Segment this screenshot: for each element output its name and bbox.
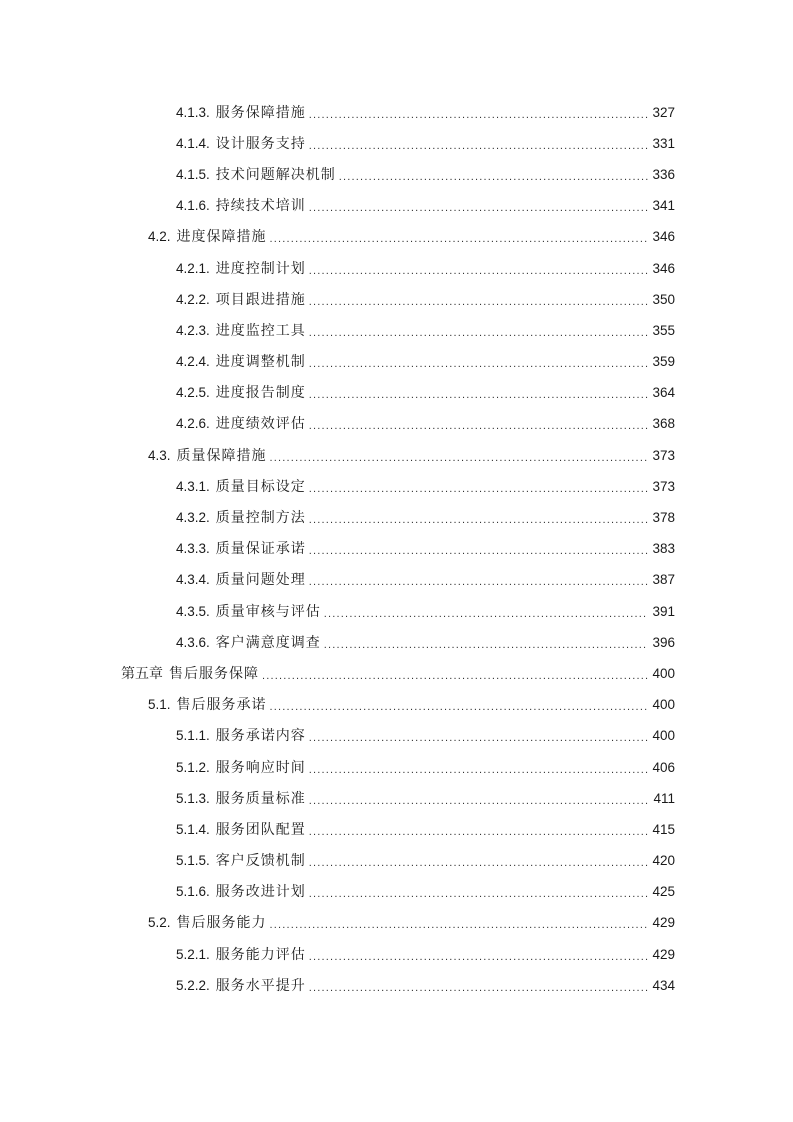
toc-entry-4-2-3[interactable] xyxy=(0,315,675,346)
toc-entry-title: 设计服务支持 xyxy=(215,135,306,152)
toc-entry-title: 服务质量标准 xyxy=(215,790,306,807)
toc-dot-leader xyxy=(270,915,648,935)
toc-entry-number: 4.1.5. xyxy=(176,166,210,182)
toc-entry-page-number: 350 xyxy=(652,291,675,307)
toc-entry-number: 4.1.3. xyxy=(176,104,210,120)
toc-entry-number: 5.1.1. xyxy=(176,728,210,744)
toc-entry-4-2-2[interactable] xyxy=(0,284,675,315)
toc-entry-title: 服务水平提升 xyxy=(215,977,306,994)
toc-entry-title: 服务响应时间 xyxy=(215,759,306,776)
toc-dot-leader xyxy=(309,728,648,748)
toc-entry-page-number: 336 xyxy=(652,166,675,182)
toc-entry-第五章[interactable] xyxy=(0,658,675,689)
toc-dot-leader xyxy=(262,666,648,686)
toc-dot-leader xyxy=(309,105,648,125)
toc-dot-leader xyxy=(309,292,648,312)
toc-entry-title: 质量目标设定 xyxy=(215,478,306,495)
toc-entry-title: 客户满意度调查 xyxy=(215,634,321,651)
toc-entry-title: 质量控制方法 xyxy=(215,510,306,527)
toc-dot-leader xyxy=(324,635,648,655)
toc-entry-number: 5.1.5. xyxy=(176,853,210,869)
toc-entry-page-number: 368 xyxy=(652,416,675,432)
toc-entry-5-2-1[interactable] xyxy=(0,939,675,970)
toc-dot-leader xyxy=(309,541,648,561)
toc-entry-number: 4.3.3. xyxy=(176,541,210,557)
toc-entry-page-number: 327 xyxy=(652,104,675,120)
toc-entry-title: 服务保障措施 xyxy=(215,104,306,121)
toc-dot-leader xyxy=(309,136,648,156)
toc-entry-number: 第五章 xyxy=(121,665,163,682)
toc-dot-leader xyxy=(309,884,648,904)
toc-entry-number: 5.1.3. xyxy=(176,790,210,806)
toc-entry-number: 5.1. xyxy=(148,697,171,713)
toc-entry-5-1[interactable] xyxy=(0,690,675,721)
toc-entry-page-number: 400 xyxy=(652,728,675,744)
toc-entry-4-3-1[interactable] xyxy=(0,471,675,502)
toc-entry-title: 服务团队配置 xyxy=(215,821,306,838)
toc-entry-page-number: 400 xyxy=(652,697,675,713)
toc-entry-5-1-6[interactable] xyxy=(0,877,675,908)
toc-entry-title: 持续技术培训 xyxy=(215,198,306,215)
toc-entry-title: 质量审核与评估 xyxy=(215,603,321,620)
toc-entry-number: 4.1.4. xyxy=(176,135,210,151)
toc-entry-page-number: 406 xyxy=(652,759,675,775)
toc-entry-title: 质量保障措施 xyxy=(176,447,267,464)
toc-entry-number: 4.2.6. xyxy=(176,416,210,432)
toc-entry-page-number: 364 xyxy=(652,385,675,401)
toc-entry-number: 4.3.4. xyxy=(176,572,210,588)
toc-entry-title: 客户反馈机制 xyxy=(215,853,306,870)
toc-entry-title: 服务能力评估 xyxy=(215,946,306,963)
toc-entry-4-1-6[interactable] xyxy=(0,191,675,222)
toc-dot-leader xyxy=(339,167,648,187)
toc-dot-leader xyxy=(309,822,648,842)
toc-entry-page-number: 355 xyxy=(652,322,675,338)
toc-dot-leader xyxy=(309,261,648,281)
toc-entry-number: 4.1.6. xyxy=(176,198,210,214)
toc-entry-page-number: 396 xyxy=(652,634,675,650)
toc-entry-page-number: 420 xyxy=(652,853,675,869)
toc-entry-4-3-5[interactable] xyxy=(0,596,675,627)
toc-entry-page-number: 429 xyxy=(652,946,675,962)
toc-entry-title: 进度报告制度 xyxy=(215,385,306,402)
toc-entry-4-2[interactable] xyxy=(0,222,675,253)
toc-entry-title: 售后服务承诺 xyxy=(176,697,267,714)
toc-entry-page-number: 331 xyxy=(652,135,675,151)
toc-entry-4-1-3[interactable] xyxy=(0,97,675,128)
toc-dot-leader xyxy=(309,760,648,780)
toc-entry-4-3-3[interactable] xyxy=(0,534,675,565)
toc-entry-4-1-5[interactable] xyxy=(0,159,675,190)
toc-entry-page-number: 429 xyxy=(652,915,675,931)
toc-dot-leader xyxy=(309,323,648,343)
toc-entry-number: 4.2.2. xyxy=(176,291,210,307)
toc-entry-page-number: 411 xyxy=(653,790,675,806)
toc-entry-4-3[interactable] xyxy=(0,440,675,471)
toc-entry-page-number: 383 xyxy=(652,541,675,557)
toc-entry-number: 4.2.5. xyxy=(176,385,210,401)
toc-entry-number: 4.2.1. xyxy=(176,260,210,276)
toc-dot-leader xyxy=(309,198,648,218)
toc-entry-number: 5.1.6. xyxy=(176,884,210,900)
toc-entry-5-1-4[interactable] xyxy=(0,814,675,845)
toc-entry-title: 项目跟进措施 xyxy=(215,291,306,308)
toc-entry-number: 4.3.1. xyxy=(176,478,210,494)
toc-dot-leader xyxy=(309,572,648,592)
toc-entry-title: 质量保证承诺 xyxy=(215,541,306,558)
toc-entry-title: 服务改进计划 xyxy=(215,884,306,901)
toc-entry-number: 4.2. xyxy=(148,229,171,245)
toc-entry-page-number: 359 xyxy=(652,354,675,370)
toc-dot-leader xyxy=(309,510,648,530)
toc-entry-number: 5.2.1. xyxy=(176,946,210,962)
toc-dot-leader xyxy=(309,354,648,374)
toc-entry-number: 4.2.4. xyxy=(176,354,210,370)
toc-entry-number: 5.2.2. xyxy=(176,977,210,993)
toc-entry-5-1-3[interactable] xyxy=(0,783,675,814)
toc-entry-title: 售后服务保障 xyxy=(169,665,259,682)
toc-entry-4-3-6[interactable] xyxy=(0,627,675,658)
toc-entry-title: 进度监控工具 xyxy=(215,322,306,339)
toc-dot-leader xyxy=(270,448,648,468)
toc-entry-page-number: 341 xyxy=(652,198,675,214)
toc-entry-number: 5.1.4. xyxy=(176,821,210,837)
toc-entry-page-number: 387 xyxy=(652,572,675,588)
table-of-contents xyxy=(0,97,793,1001)
toc-entry-page-number: 425 xyxy=(652,884,675,900)
toc-dot-leader xyxy=(309,416,648,436)
toc-dot-leader xyxy=(309,479,648,499)
toc-entry-title: 进度控制计划 xyxy=(215,260,306,277)
toc-entry-page-number: 373 xyxy=(652,447,675,463)
toc-entry-page-number: 415 xyxy=(652,821,675,837)
toc-entry-4-3-2[interactable] xyxy=(0,502,675,533)
toc-entry-4-1-4[interactable] xyxy=(0,128,675,159)
toc-entry-number: 4.3.2. xyxy=(176,510,210,526)
toc-entry-4-2-4[interactable] xyxy=(0,347,675,378)
toc-dot-leader xyxy=(309,853,648,873)
toc-entry-title: 进度调整机制 xyxy=(215,354,306,371)
toc-entry-5-1-2[interactable] xyxy=(0,752,675,783)
toc-entry-5-1-5[interactable] xyxy=(0,846,675,877)
toc-entry-title: 技术问题解决机制 xyxy=(215,166,336,183)
toc-entry-4-3-4[interactable] xyxy=(0,565,675,596)
toc-entry-4-2-5[interactable] xyxy=(0,378,675,409)
toc-dot-leader xyxy=(270,697,648,717)
toc-entry-5-1-1[interactable] xyxy=(0,721,675,752)
toc-entry-title: 进度绩效评估 xyxy=(215,416,306,433)
toc-entry-4-2-1[interactable] xyxy=(0,253,675,284)
toc-entry-page-number: 391 xyxy=(652,603,675,619)
toc-entry-5-2[interactable] xyxy=(0,908,675,939)
toc-entry-page-number: 346 xyxy=(652,229,675,245)
toc-entry-4-2-6[interactable] xyxy=(0,409,675,440)
toc-entry-title: 售后服务能力 xyxy=(176,915,267,932)
toc-entry-page-number: 373 xyxy=(652,478,675,494)
toc-entry-number: 4.3. xyxy=(148,447,171,463)
toc-entry-title: 服务承诺内容 xyxy=(215,728,306,745)
toc-entry-number: 4.2.3. xyxy=(176,322,210,338)
toc-dot-leader xyxy=(270,229,648,249)
toc-entry-title: 进度保障措施 xyxy=(176,229,267,246)
toc-dot-leader xyxy=(309,947,648,967)
toc-dot-leader xyxy=(324,604,648,624)
toc-entry-title: 质量问题处理 xyxy=(215,572,306,589)
toc-entry-page-number: 378 xyxy=(652,510,675,526)
toc-entry-number: 4.3.6. xyxy=(176,634,210,650)
toc-entry-number: 4.3.5. xyxy=(176,603,210,619)
toc-dot-leader xyxy=(309,791,648,811)
toc-entry-5-2-2[interactable] xyxy=(0,970,675,1001)
toc-entry-page-number: 346 xyxy=(652,260,675,276)
toc-entry-page-number: 400 xyxy=(652,665,675,681)
toc-entry-number: 5.2. xyxy=(148,915,171,931)
toc-entry-number: 5.1.2. xyxy=(176,759,210,775)
toc-dot-leader xyxy=(309,978,648,998)
toc-dot-leader xyxy=(309,385,648,405)
toc-entry-page-number: 434 xyxy=(652,977,675,993)
